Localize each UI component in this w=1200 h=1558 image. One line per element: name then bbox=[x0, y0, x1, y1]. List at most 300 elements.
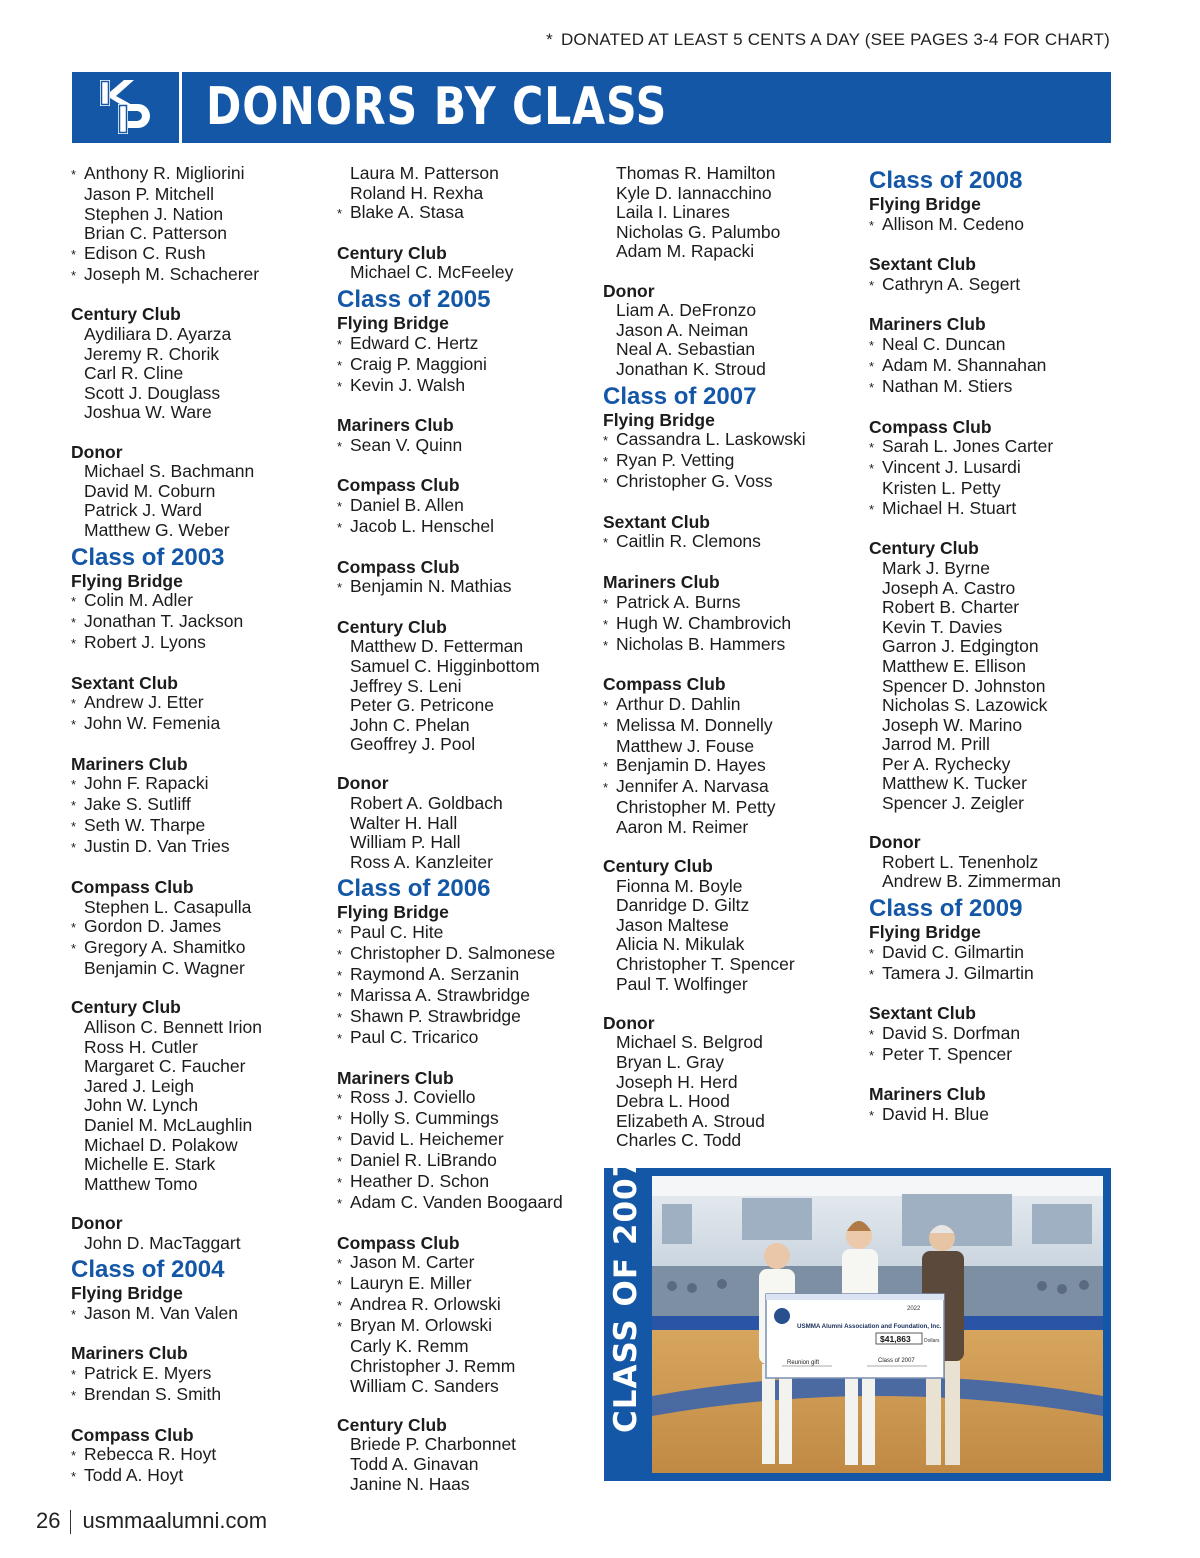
star-icon: * bbox=[869, 337, 875, 353]
donor-name-text: William P. Hall bbox=[350, 832, 461, 853]
star-icon: * bbox=[337, 1031, 343, 1047]
donor-level-heading: Compass Club bbox=[71, 1424, 194, 1445]
star-icon: * bbox=[603, 759, 609, 775]
donor-level-heading: Flying Bridge bbox=[337, 312, 449, 333]
donor-name-text: David C. Gilmartin bbox=[882, 941, 1024, 962]
donor-name bbox=[71, 1304, 262, 1325]
star-icon: * bbox=[869, 440, 875, 456]
donor-level-heading: Compass Club bbox=[603, 674, 726, 695]
donor-name bbox=[71, 938, 262, 959]
donor-name-text: John W. Femenia bbox=[84, 713, 221, 734]
donor-name bbox=[71, 714, 262, 735]
donor-level-heading: Sextant Club bbox=[869, 254, 976, 275]
class-year-heading: Class of 2003 bbox=[71, 543, 225, 571]
star-icon: * bbox=[869, 1047, 875, 1063]
section-spacer bbox=[869, 520, 1061, 540]
donor-name-text: Geoffrey J. Pool bbox=[350, 734, 476, 755]
donor-name-text: Seth W. Tharpe bbox=[84, 815, 206, 836]
donor-name bbox=[337, 376, 563, 397]
donor-name-text: Per A. Rychecky bbox=[882, 753, 1011, 774]
section-spacer bbox=[337, 538, 563, 558]
donor-name-text: Andrew J. Etter bbox=[84, 692, 204, 713]
star-icon: * bbox=[337, 1154, 343, 1170]
donor-name-text: Margaret C. Faucher bbox=[84, 1056, 246, 1077]
section-spacer bbox=[869, 814, 1061, 834]
star-icon: * bbox=[869, 966, 875, 982]
donor-name bbox=[869, 579, 1061, 599]
donor-level-heading: Mariners Club bbox=[869, 314, 986, 335]
star-icon: * bbox=[337, 1298, 343, 1314]
donor-column-3 bbox=[603, 164, 806, 1151]
donor-name-text: Todd A. Hoyt bbox=[84, 1465, 184, 1486]
donor-name bbox=[71, 1364, 262, 1385]
donor-name bbox=[71, 612, 262, 633]
donor-name bbox=[603, 1092, 806, 1112]
svg-text:Reunion gift: Reunion gift bbox=[787, 1360, 820, 1366]
donor-name-text: Michael S. Belgrod bbox=[616, 1032, 763, 1053]
section-spacer bbox=[603, 262, 806, 282]
donor-name-text: Garron J. Edgington bbox=[882, 636, 1039, 657]
star-legend-note bbox=[546, 30, 1110, 50]
donor-name-text: Gregory A. Shamitko bbox=[84, 937, 246, 958]
donor-name bbox=[869, 755, 1061, 775]
star-icon: * bbox=[71, 1448, 77, 1464]
donor-name-text: Stephen L. Casapulla bbox=[84, 896, 252, 917]
donor-name bbox=[71, 816, 262, 837]
donor-name bbox=[71, 1038, 262, 1058]
star-icon: * bbox=[337, 378, 343, 394]
title-banner bbox=[72, 72, 1111, 143]
donor-name-text: Jonathan K. Stroud bbox=[616, 358, 766, 379]
donor-name bbox=[603, 340, 806, 360]
star-icon: * bbox=[603, 780, 609, 796]
donor-name bbox=[603, 614, 806, 635]
donor-name bbox=[603, 777, 806, 798]
section-spacer bbox=[337, 224, 563, 244]
section-spacer bbox=[337, 457, 563, 477]
donor-name-text: Thomas R. Hamilton bbox=[616, 163, 776, 183]
donor-name bbox=[603, 1112, 806, 1132]
donor-name-text: Sarah L. Jones Carter bbox=[882, 436, 1054, 457]
donor-name-text: Jason A. Neiman bbox=[616, 319, 749, 340]
donor-name-text: Scott J. Douglass bbox=[84, 382, 221, 403]
donor-name-text: Holly S. Cummings bbox=[350, 1108, 499, 1129]
donor-name bbox=[71, 774, 262, 795]
donor-name-text: Laila I. Linares bbox=[616, 202, 730, 223]
donor-level-heading: Century Club bbox=[603, 856, 713, 877]
donor-name bbox=[603, 451, 806, 472]
donor-name bbox=[71, 403, 262, 423]
donor-name-text: Christopher T. Spencer bbox=[616, 954, 795, 975]
section-spacer bbox=[603, 493, 806, 513]
donor-name-text: Alicia N. Mikulak bbox=[616, 934, 745, 955]
donor-name-text: Jake S. Sutliff bbox=[84, 794, 191, 815]
donor-level-heading: Flying Bridge bbox=[869, 194, 981, 214]
donor-name-text: Janine N. Haas bbox=[350, 1473, 470, 1494]
donor-level-heading: Century Club bbox=[337, 616, 447, 637]
donor-name-text: Jason Maltese bbox=[616, 914, 729, 935]
donor-name bbox=[603, 164, 806, 184]
donor-name bbox=[71, 1445, 262, 1466]
donor-name bbox=[603, 593, 806, 614]
donor-name-text: Raymond A. Serzanin bbox=[350, 964, 520, 985]
star-icon: * bbox=[71, 267, 77, 283]
donor-name bbox=[869, 637, 1061, 657]
donor-name-text: Heather D. Schon bbox=[350, 1171, 490, 1192]
star-icon: * bbox=[71, 1306, 77, 1322]
donor-name-text: John W. Lynch bbox=[84, 1095, 199, 1116]
donor-name bbox=[71, 917, 262, 938]
donor-name bbox=[869, 657, 1061, 677]
star-icon: * bbox=[337, 580, 343, 596]
donor-name bbox=[603, 896, 806, 916]
class-year-heading: Class of 2009 bbox=[869, 895, 1023, 923]
donor-name bbox=[869, 1024, 1061, 1045]
donor-name-text: Jeremy R. Chorik bbox=[84, 343, 220, 364]
section-spacer bbox=[869, 985, 1061, 1005]
star-icon: * bbox=[337, 1133, 343, 1149]
donor-level-heading: Flying Bridge bbox=[869, 922, 981, 943]
section-spacer bbox=[603, 656, 806, 676]
donor-level-heading: Donor bbox=[603, 280, 655, 301]
donor-name bbox=[869, 559, 1061, 579]
donor-name bbox=[337, 833, 563, 853]
donor-name bbox=[71, 224, 262, 244]
donor-name bbox=[869, 458, 1061, 479]
donor-name bbox=[603, 955, 806, 975]
donor-name-text: Cassandra L. Laskowski bbox=[616, 429, 806, 450]
donor-name bbox=[603, 532, 806, 553]
donor-name bbox=[337, 1337, 563, 1357]
donor-name-text: Shawn P. Strawbridge bbox=[350, 1006, 521, 1027]
donor-name bbox=[71, 898, 262, 918]
donor-name bbox=[337, 637, 563, 657]
donor-name-text: Matthew J. Fouse bbox=[616, 735, 755, 756]
star-icon: * bbox=[869, 461, 875, 477]
svg-text:Class of 2007: Class of 2007 bbox=[878, 1358, 915, 1364]
donor-name-text: David M. Coburn bbox=[84, 480, 216, 501]
section-spacer bbox=[71, 858, 262, 878]
donor-name-text: Jared J. Leigh bbox=[84, 1075, 194, 1096]
donor-name bbox=[71, 1136, 262, 1156]
donor-name-text: Melissa M. Donnelly bbox=[616, 714, 773, 735]
donor-column-4 bbox=[869, 164, 1061, 1126]
donor-name-text: Tamera J. Gilmartin bbox=[882, 962, 1034, 983]
donor-name bbox=[337, 814, 563, 834]
star-icon: * bbox=[337, 438, 343, 454]
donor-name-text: John D. MacTaggart bbox=[84, 1232, 241, 1253]
donor-level-heading: Flying Bridge bbox=[71, 570, 183, 591]
donor-name-text: Jason M. Van Valen bbox=[84, 1302, 239, 1323]
svg-text:2022: 2022 bbox=[907, 1306, 921, 1312]
donor-name-text: William C. Sanders bbox=[350, 1375, 499, 1396]
donor-name bbox=[603, 1131, 806, 1151]
star-icon: * bbox=[337, 968, 343, 984]
donor-name bbox=[869, 716, 1061, 736]
star-icon: * bbox=[337, 1091, 343, 1107]
section-spacer bbox=[71, 979, 262, 999]
donor-name bbox=[337, 517, 563, 538]
donor-level-heading: Mariners Club bbox=[71, 1343, 188, 1364]
donor-name bbox=[71, 1175, 262, 1195]
donor-name-text: Andrea R. Orlowski bbox=[350, 1294, 501, 1315]
section-spacer bbox=[337, 598, 563, 618]
donor-name bbox=[337, 677, 563, 697]
star-icon: * bbox=[71, 717, 77, 733]
section-spacer bbox=[71, 1194, 262, 1214]
donor-name bbox=[71, 959, 262, 979]
donor-name bbox=[337, 1109, 563, 1130]
donor-name bbox=[337, 184, 563, 204]
donor-name-text: Joseph W. Marino bbox=[882, 714, 1023, 735]
legend-text: DONATED AT LEAST 5 CENTS A DAY (SEE PAGES 3-4 FOR CHART) bbox=[560, 30, 1110, 49]
donor-name bbox=[71, 1116, 262, 1136]
donor-name-text: Joseph M. Schacherer bbox=[84, 263, 260, 284]
donor-name bbox=[337, 1172, 563, 1193]
section-spacer bbox=[71, 1325, 262, 1345]
donor-name bbox=[603, 975, 806, 995]
donor-name-text: Robert A. Goldbach bbox=[350, 793, 503, 814]
donor-level-heading: Mariners Club bbox=[337, 415, 454, 436]
donor-name bbox=[603, 203, 806, 223]
donor-name-text: Sean V. Quinn bbox=[350, 434, 463, 455]
donor-name-text: Colin M. Adler bbox=[84, 590, 193, 611]
star-icon: * bbox=[71, 246, 77, 262]
donor-name bbox=[71, 693, 262, 714]
donor-name bbox=[337, 1028, 563, 1049]
star-icon: * bbox=[869, 379, 875, 395]
donor-name bbox=[337, 496, 563, 517]
donor-name-text: Paul C. Tricarico bbox=[350, 1027, 479, 1048]
donor-name-text: Jason M. Carter bbox=[350, 1252, 475, 1273]
donor-name bbox=[71, 1466, 262, 1487]
star-icon: * bbox=[71, 798, 77, 814]
donor-name-text: Nicholas S. Lazowick bbox=[882, 695, 1048, 716]
donor-name bbox=[869, 774, 1061, 794]
donor-name bbox=[71, 1018, 262, 1038]
donor-name-text: Carly K. Remm bbox=[350, 1336, 469, 1357]
section-spacer bbox=[71, 654, 262, 674]
donor-name-text: Edison C. Rush bbox=[84, 242, 206, 263]
donor-name bbox=[71, 501, 262, 521]
donor-name-text: Joseph H. Herd bbox=[616, 1071, 738, 1092]
section-spacer bbox=[71, 735, 262, 755]
donor-name-text: Ross J. Coviello bbox=[350, 1087, 476, 1108]
donor-level-heading: Compass Club bbox=[337, 1232, 460, 1253]
donor-name-text: Debra L. Hood bbox=[616, 1091, 730, 1112]
donor-level-heading: Donor bbox=[71, 441, 123, 462]
footer-divider bbox=[70, 1510, 71, 1534]
donor-name bbox=[603, 635, 806, 656]
section-spacer bbox=[337, 397, 563, 417]
donor-column-1 bbox=[71, 164, 262, 1487]
donor-name bbox=[337, 1193, 563, 1214]
donor-name bbox=[337, 965, 563, 986]
donor-name bbox=[603, 1073, 806, 1093]
donor-name-text: Patrick E. Myers bbox=[84, 1362, 212, 1383]
star-icon: * bbox=[869, 1108, 875, 1123]
giant-check bbox=[766, 1294, 944, 1378]
donor-name bbox=[71, 482, 262, 502]
donor-name-text: Adam M. Rapacki bbox=[616, 241, 755, 262]
donor-name bbox=[337, 1377, 563, 1397]
donor-name-text: Nicholas G. Palumbo bbox=[616, 221, 781, 242]
donor-name-text: Craig P. Maggioni bbox=[350, 353, 487, 374]
donor-name-text: Joshua W. Ware bbox=[84, 402, 212, 423]
section-spacer bbox=[337, 755, 563, 775]
donor-name bbox=[337, 794, 563, 814]
donor-level-heading: Mariners Club bbox=[71, 753, 188, 774]
donor-name-text: Andrew B. Zimmerman bbox=[882, 871, 1061, 892]
donor-name bbox=[337, 1253, 563, 1274]
donor-name-text: Kyle D. Iannacchino bbox=[616, 182, 772, 203]
donor-name bbox=[337, 1130, 563, 1151]
donor-name bbox=[337, 657, 563, 677]
donor-name-text: Michael H. Stuart bbox=[882, 497, 1017, 518]
donor-name-text: Jacob L. Henschel bbox=[350, 515, 494, 536]
donor-name bbox=[603, 695, 806, 716]
donor-name bbox=[71, 521, 262, 541]
donor-name bbox=[869, 618, 1061, 638]
donor-column-2 bbox=[337, 164, 563, 1494]
star-icon: * bbox=[337, 1112, 343, 1128]
star-icon: * bbox=[603, 718, 609, 734]
donor-level-heading: Compass Club bbox=[337, 556, 460, 577]
donor-name-text: Jason P. Mitchell bbox=[84, 184, 215, 204]
star-icon: * bbox=[603, 433, 609, 449]
donor-name-text: John F. Rapacki bbox=[84, 773, 209, 794]
donor-name-text: Patrick J. Ward bbox=[84, 500, 202, 521]
star-icon: * bbox=[603, 475, 609, 491]
donor-name bbox=[603, 935, 806, 955]
donor-name-text: Arthur D. Dahlin bbox=[616, 693, 741, 714]
donor-name bbox=[71, 185, 262, 205]
donor-name bbox=[337, 1007, 563, 1028]
donor-level-heading: Mariners Club bbox=[869, 1084, 986, 1105]
star-icon: * bbox=[869, 277, 875, 293]
donor-name-text: Daniel B. Allen bbox=[350, 494, 464, 515]
star-icon: * bbox=[337, 989, 343, 1005]
photo-side-label: CLASS OF 2007 bbox=[608, 1154, 644, 1433]
donor-name bbox=[869, 275, 1061, 296]
star-icon: * bbox=[869, 945, 875, 961]
star-icon: * bbox=[869, 358, 875, 374]
donor-name bbox=[603, 184, 806, 204]
star-icon: * bbox=[71, 1366, 77, 1382]
donor-name-text: Rebecca R. Hoyt bbox=[84, 1444, 217, 1465]
donor-name bbox=[869, 964, 1061, 985]
class-year-heading: Class of 2005 bbox=[337, 285, 491, 313]
class-photo-panel bbox=[604, 1154, 1111, 1481]
page-number: 26 bbox=[36, 1508, 61, 1533]
donor-level-heading: Donor bbox=[869, 832, 921, 853]
donor-name bbox=[71, 462, 262, 482]
donor-name bbox=[603, 321, 806, 341]
donor-name-text: Matthew Tomo bbox=[84, 1173, 198, 1194]
donor-name-text: Michael D. Polakow bbox=[84, 1134, 238, 1155]
donor-name-text: Cathryn A. Segert bbox=[882, 273, 1021, 294]
section-spacer bbox=[71, 286, 262, 306]
donor-name-text: Bryan M. Orlowski bbox=[350, 1315, 492, 1336]
donor-name-text: Lauryn E. Miller bbox=[350, 1273, 472, 1294]
donor-name bbox=[71, 837, 262, 858]
donor-level-heading: Flying Bridge bbox=[603, 409, 715, 430]
donor-name bbox=[869, 1105, 1061, 1126]
donor-name-text: Carl R. Cline bbox=[84, 363, 184, 384]
donor-name-text: Adam M. Shannahan bbox=[882, 354, 1047, 375]
donor-level-heading: Century Club bbox=[337, 1414, 447, 1435]
donor-name-text: Peter G. Petricone bbox=[350, 695, 494, 716]
donor-name-text: Paul T. Wolfinger bbox=[616, 973, 748, 994]
star-icon: * bbox=[71, 920, 77, 936]
kp-logo-icon bbox=[96, 78, 156, 136]
donor-level-heading: Donor bbox=[71, 1212, 123, 1233]
star-icon: * bbox=[337, 206, 343, 222]
donor-name-text: Peter T. Spencer bbox=[882, 1043, 1013, 1064]
donor-name bbox=[869, 853, 1061, 873]
donor-name-text: Elizabeth A. Stroud bbox=[616, 1110, 765, 1131]
donor-name-text: Nicholas B. Hammers bbox=[616, 633, 786, 654]
donor-name-text: Kevin J. Walsh bbox=[350, 374, 466, 395]
star-icon: * bbox=[337, 947, 343, 963]
donor-name bbox=[71, 1077, 262, 1097]
donor-name-text: Charles C. Todd bbox=[616, 1130, 742, 1151]
donor-name-text: Danridge D. Giltz bbox=[616, 895, 750, 916]
star-icon: * bbox=[71, 1469, 77, 1485]
donor-name-text: David H. Blue bbox=[882, 1104, 989, 1124]
class-year-heading: Class of 2007 bbox=[603, 382, 757, 410]
donor-name-text: Allison M. Cedeno bbox=[882, 213, 1025, 234]
star-icon: * bbox=[337, 1010, 343, 1026]
donor-name-text: Robert J. Lyons bbox=[84, 632, 206, 653]
section-spacer bbox=[603, 994, 806, 1014]
donor-name-text: Michael S. Bachmann bbox=[84, 461, 255, 482]
donor-name bbox=[603, 756, 806, 777]
donor-name-text: Jennifer A. Narvasa bbox=[616, 776, 769, 797]
donor-name bbox=[71, 591, 262, 612]
donor-name bbox=[337, 1455, 563, 1475]
star-icon: * bbox=[337, 519, 343, 535]
class-year-heading: Class of 2004 bbox=[71, 1256, 225, 1284]
donor-name bbox=[71, 384, 262, 404]
donor-name-text: Gordon D. James bbox=[84, 916, 222, 937]
donor-name bbox=[603, 798, 806, 818]
donor-name-text: John C. Phelan bbox=[350, 714, 470, 735]
section-spacer bbox=[603, 553, 806, 573]
section-spacer bbox=[603, 837, 806, 857]
star-icon: * bbox=[71, 777, 77, 793]
donor-level-heading: Mariners Club bbox=[603, 571, 720, 592]
donor-name-text: Christopher G. Voss bbox=[616, 471, 773, 492]
donor-name-text: Michael C. McFeeley bbox=[350, 262, 514, 283]
star-icon: * bbox=[71, 696, 77, 712]
footer-site-link[interactable]: usmmaalumni.com bbox=[82, 1508, 268, 1533]
donor-name bbox=[337, 1295, 563, 1316]
donor-name-text: Nathan M. Stiers bbox=[882, 375, 1013, 396]
donor-name-text: Todd A. Ginavan bbox=[350, 1453, 479, 1474]
donor-name bbox=[603, 1053, 806, 1073]
donor-level-heading: Donor bbox=[337, 773, 389, 794]
donor-name-text: Jarrod M. Prill bbox=[882, 734, 990, 755]
donor-level-heading: Century Club bbox=[71, 997, 181, 1018]
section-spacer bbox=[337, 1049, 563, 1069]
donor-name-text: Brian C. Patterson bbox=[84, 223, 227, 244]
star-icon: * bbox=[71, 819, 77, 835]
donor-name-text: Blake A. Stasa bbox=[350, 202, 464, 223]
donor-name bbox=[337, 1435, 563, 1455]
star-icon: * bbox=[603, 595, 609, 611]
donor-name bbox=[869, 499, 1061, 520]
